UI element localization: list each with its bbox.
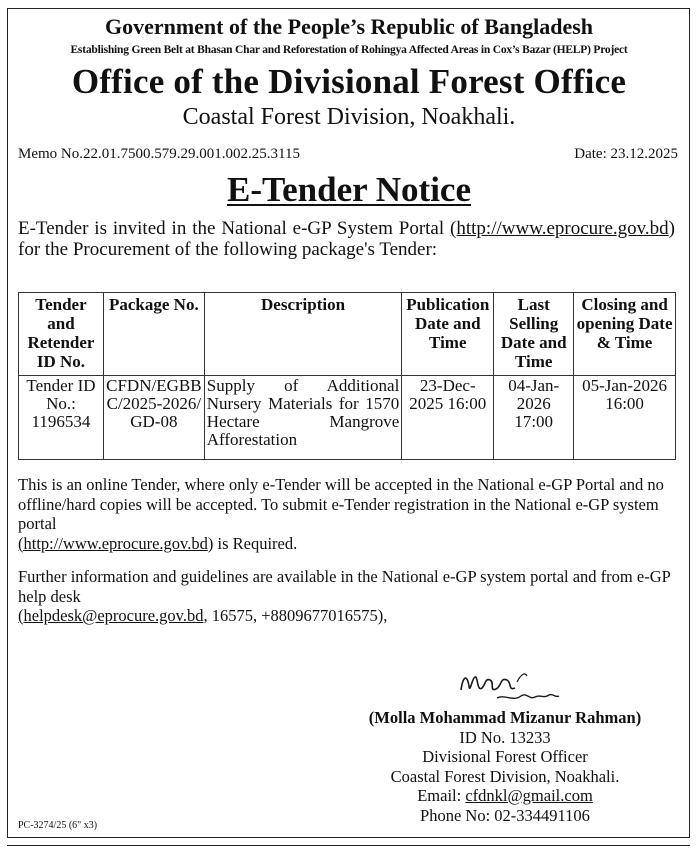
eprocure-link[interactable]: (http://www.eprocure.gov.bd	[450, 218, 669, 239]
cell-closing: 05-Jan-2026 16:00	[574, 376, 676, 460]
intro-paragraph: E-Tender is invited in the National e-GP System Portal (http://www.eprocure.gov.bd) for the Procurement of the following package's Tender:	[18, 218, 675, 260]
officer-email-link[interactable]: cfdnkl@gmail.com	[465, 786, 593, 805]
cell-tender-id: Tender ID No.: 1196534	[19, 376, 104, 460]
memo-value: 22.01.7500.579.29.001.002.25.3115	[83, 146, 300, 162]
government-heading: Government of the People’s Republic of Bangladesh	[104, 14, 594, 39]
notice-date	[574, 146, 678, 163]
table-header-row	[19, 293, 676, 376]
officer-designation: Divisional Forest Officer	[422, 747, 588, 766]
officer-id: ID No. 13233	[459, 727, 551, 747]
bottom-divider	[7, 845, 690, 846]
col-publication: Publication Date and Time	[402, 293, 494, 376]
cell-publication: 23-Dec-2025 16:00	[402, 376, 494, 460]
officer-phone: Phone No: 02-334491106	[420, 805, 590, 825]
signature-block	[335, 708, 675, 825]
date-label: Date:	[574, 146, 607, 162]
cell-last-selling: 04-Jan-2026 17:00	[494, 376, 574, 460]
helpdesk-email-link[interactable]: (helpdesk@eprocure.gov.bd	[18, 606, 204, 625]
officer-name: (Molla Mohammad Mizanur Rahman)	[368, 708, 642, 727]
project-name: Establishing Green Belt at Bhasan Char and Reforestation of Rohingya Affected Areas in Cox’s Bazar (HELP) Project	[70, 44, 628, 56]
col-description: Description	[204, 293, 402, 376]
division-name: Coastal Forest Division, Noakhali.	[182, 104, 516, 130]
col-closing: Closing and opening Date & Time	[574, 293, 676, 376]
online-tender-paragraph: This is an online Tender, where only e-Tender will be accepted in the National e-GP Portal and no offline/hard copies will be accepted. To submit e-Tender registration in the National e-GP system portal (http://www.eprocure.gov.bd) is Required.	[18, 475, 664, 553]
print-code: PC-3274/25 (6" x3)	[18, 820, 98, 831]
notice-title: E-Tender Notice	[226, 170, 471, 209]
memo-number	[18, 146, 300, 163]
col-last-selling: Last Selling Date and Time	[494, 293, 574, 376]
date-value: 23.12.2025	[610, 146, 678, 162]
officer-division: Coastal Forest Division, Noakhali.	[390, 766, 620, 786]
cell-description: Supply of Additional Nursery Materials for 1570 Hectare Mangrove Afforestation	[204, 376, 402, 460]
helpdesk-paragraph: Further information and guidelines are available in the National e-GP system portal and from e-GP help desk (helpdesk@eprocure.gov.bd, 16575, +8809677016575),	[18, 567, 671, 625]
col-tender-id: Tender and Retender ID No.	[19, 293, 104, 376]
tender-table	[18, 292, 676, 460]
officer-email: Email: cfdnkl@gmail.com	[417, 786, 593, 805]
eprocure-link-2[interactable]: (http://www.eprocure.gov.bd	[18, 533, 208, 553]
cell-package-no: CFDN/EGBBC/2025-2026/GD-08	[103, 376, 204, 460]
office-name: Office of the Divisional Forest Office	[71, 62, 627, 101]
col-package-no: Package No.	[103, 293, 204, 376]
table-row	[19, 376, 676, 460]
memo-label: Memo No.	[18, 146, 83, 162]
handwritten-signature	[455, 668, 565, 710]
